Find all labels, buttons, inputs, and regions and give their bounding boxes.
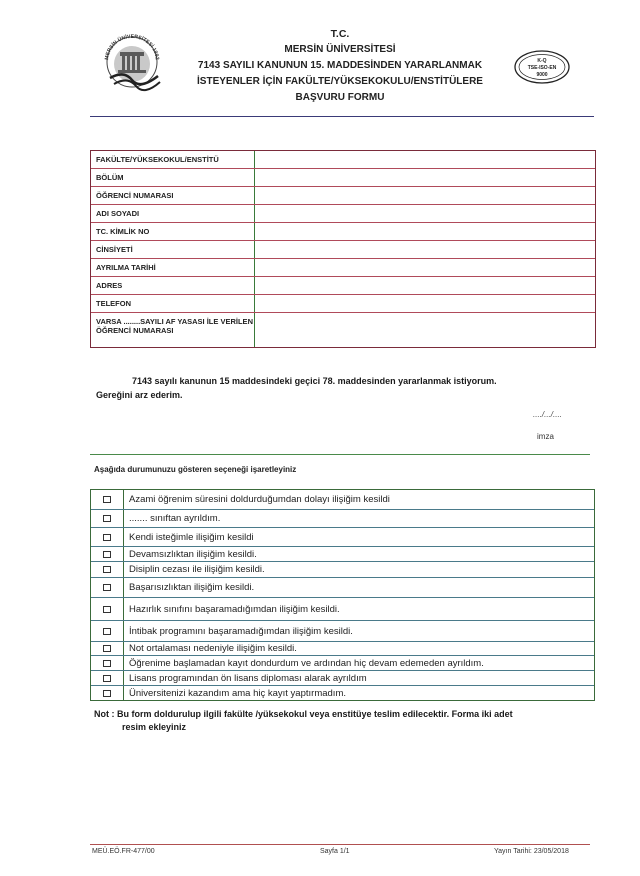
option-label: Öğrenime başlamadan kayıt dondurdum ve ardından hiç devam edemeden ayrıldım.: [129, 657, 484, 669]
option-checkbox[interactable]: [103, 496, 111, 503]
option-checkbox-cell: [91, 528, 124, 546]
option-label: Hazırlık sınıfını başaramadığımdan ilişiğim kesildi.: [129, 603, 340, 615]
option-row: [91, 671, 594, 686]
department-field[interactable]: [255, 169, 595, 186]
address-field[interactable]: [255, 277, 595, 294]
footer-divider: [90, 844, 590, 845]
option-label: Kendi isteğimle ilişiğim kesildi: [129, 531, 254, 543]
title-line-university: MERSİN ÜNİVERSİTESİ: [284, 44, 396, 55]
option-checkbox-cell: [91, 510, 124, 527]
info-label: ÖĞRENCİ NUMARASI: [91, 187, 255, 204]
info-row-faculty: [91, 151, 595, 169]
option-row: [91, 547, 594, 562]
option-checkbox-cell: [91, 686, 124, 700]
info-row-gender: [91, 241, 595, 259]
amnesty-student-number-field[interactable]: [255, 313, 595, 347]
section-divider: [90, 454, 590, 455]
option-checkbox[interactable]: [103, 566, 111, 573]
option-label: Azami öğrenim süresini doldurduğumdan dolayı ilişiğim kesildi: [129, 494, 390, 505]
option-row: [91, 510, 594, 528]
info-row-leave-date: [91, 259, 595, 277]
info-row-student-number: [91, 187, 595, 205]
option-label: Başarısızlıktan ilişiğim kesildi.: [129, 582, 255, 593]
selection-instruction: Aşağıda durumunuzu gösteren seçeneği işaretleyiniz: [94, 465, 297, 474]
info-label: AYRILMA TARİHİ: [91, 259, 255, 276]
option-checkbox-cell: [91, 656, 124, 670]
info-label: ADRES: [91, 277, 255, 294]
faculty-field[interactable]: [255, 151, 595, 168]
option-row: [91, 598, 594, 621]
option-checkbox[interactable]: [103, 675, 111, 682]
info-label: TELEFON: [91, 295, 255, 312]
option-label: Devamsızlıktan ilişiğim kesildi.: [129, 548, 257, 560]
option-checkbox-cell: [91, 547, 124, 561]
option-checkbox-cell: [91, 490, 124, 509]
option-row: [91, 562, 594, 578]
personal-info-table: [90, 150, 596, 348]
option-checkbox[interactable]: [103, 660, 111, 667]
info-row-amnesty-number: [91, 313, 595, 347]
option-checkbox[interactable]: [103, 584, 111, 591]
info-label: VARSA ........SAYILI AF YASASI İLE VERİLEN ÖĞRENCİ NUMARASI: [91, 313, 255, 347]
tse-iso-quality-logo: [514, 50, 570, 84]
info-row-name: [91, 205, 595, 223]
header-divider: [90, 116, 594, 117]
quality-logo-line1: K-Q: [537, 58, 547, 64]
option-row: [91, 528, 594, 547]
option-row: [91, 656, 594, 671]
info-row-address: [91, 277, 595, 295]
option-checkbox[interactable]: [103, 551, 111, 558]
option-checkbox-cell: [91, 642, 124, 655]
option-checkbox[interactable]: [103, 534, 111, 541]
option-label: Disiplin cezası ile ilişiğim kesildi.: [129, 564, 265, 575]
info-label: BÖLÜM: [91, 169, 255, 186]
form-title-block: [170, 26, 510, 106]
option-checkbox-cell: [91, 598, 124, 620]
gender-field[interactable]: [255, 241, 595, 258]
title-line-form-name: BAŞVURU FORMU: [295, 92, 385, 103]
info-row-department: [91, 169, 595, 187]
info-label: ADI SOYADI: [91, 205, 255, 222]
submission-note: [94, 708, 594, 734]
declaration-text: [96, 374, 586, 402]
info-label: FAKÜLTE/YÜKSEKOKUL/ENSTİTÜ: [91, 151, 255, 168]
note-line2: resim ekleyiniz: [122, 722, 187, 732]
national-id-field[interactable]: [255, 223, 595, 240]
quality-logo-line2: TSE-ISO-EN: [527, 65, 557, 71]
option-checkbox[interactable]: [103, 628, 111, 635]
option-label: Üniversitenizi kazandım ama hiç kayıt yaptırmadım.: [129, 687, 346, 699]
option-checkbox-cell: [91, 578, 124, 597]
title-line-law: 7143 SAYILI KANUNUN 15. MADDESİNDEN YARARLANMAK: [197, 60, 483, 71]
option-row: [91, 642, 594, 656]
university-seal-logo: [100, 26, 164, 94]
note-line1: Not : Bu form doldurulup ilgili fakülte /yüksekokul veya enstitüye teslim edilecektir. Forma iki adet: [94, 709, 513, 719]
declaration-line1: 7143 sayılı kanunun 15 maddesindeki geçici 78. maddesinden yararlanmak istiyorum.: [132, 376, 497, 386]
option-row: [91, 578, 594, 598]
option-label: Lisans programından ön lisans diploması alarak ayrıldım: [129, 672, 367, 684]
quality-logo-line3: 9000: [536, 72, 548, 78]
option-checkbox-cell: [91, 671, 124, 685]
option-checkbox[interactable]: [103, 645, 111, 652]
title-line-tc: T.C.: [330, 28, 350, 40]
info-label: TC. KİMLİK NO: [91, 223, 255, 240]
info-row-phone: [91, 295, 595, 313]
svg-text:MERSİN ÜNİVERSİTESİ 1992: MERSİN ÜNİVERSİTESİ 1992: [104, 33, 160, 61]
date-placeholder[interactable]: ..../.../....: [533, 410, 562, 419]
student-number-field[interactable]: [255, 187, 595, 204]
option-label: İntibak programını başaramadığımdan ilişiğim kesildi.: [129, 625, 353, 637]
option-checkbox-cell: [91, 562, 124, 577]
option-row: [91, 686, 594, 700]
publish-date: Yayın Tarihi: 23/05/2018: [494, 848, 569, 855]
title-line-applicants: İSTEYENLER İÇİN FAKÜLTE/YÜKSEKOKULU/ENSTİTÜLERE: [197, 76, 483, 87]
option-row: [91, 621, 594, 642]
option-checkbox[interactable]: [103, 606, 111, 613]
info-label: CİNSİYETİ: [91, 241, 255, 258]
signature-label: imza: [537, 432, 554, 441]
declaration-line2: Gereğini arz ederim.: [96, 390, 183, 400]
info-row-national-id: [91, 223, 595, 241]
full-name-field[interactable]: [255, 205, 595, 222]
reason-options-table: [90, 489, 595, 701]
leave-date-field[interactable]: [255, 259, 595, 276]
document-code: MEÜ.EÖ.FR-477/00: [92, 848, 155, 855]
option-label: Not ortalaması nedeniyle ilişiğim kesildi.: [129, 643, 297, 654]
option-label: ....... sınıftan ayrıldım.: [129, 513, 221, 524]
option-checkbox[interactable]: [103, 515, 111, 522]
option-checkbox-cell: [91, 621, 124, 641]
option-checkbox[interactable]: [103, 690, 111, 697]
option-row: [91, 490, 594, 510]
page-number: Sayfa 1/1: [320, 848, 350, 855]
phone-field[interactable]: [255, 295, 595, 312]
